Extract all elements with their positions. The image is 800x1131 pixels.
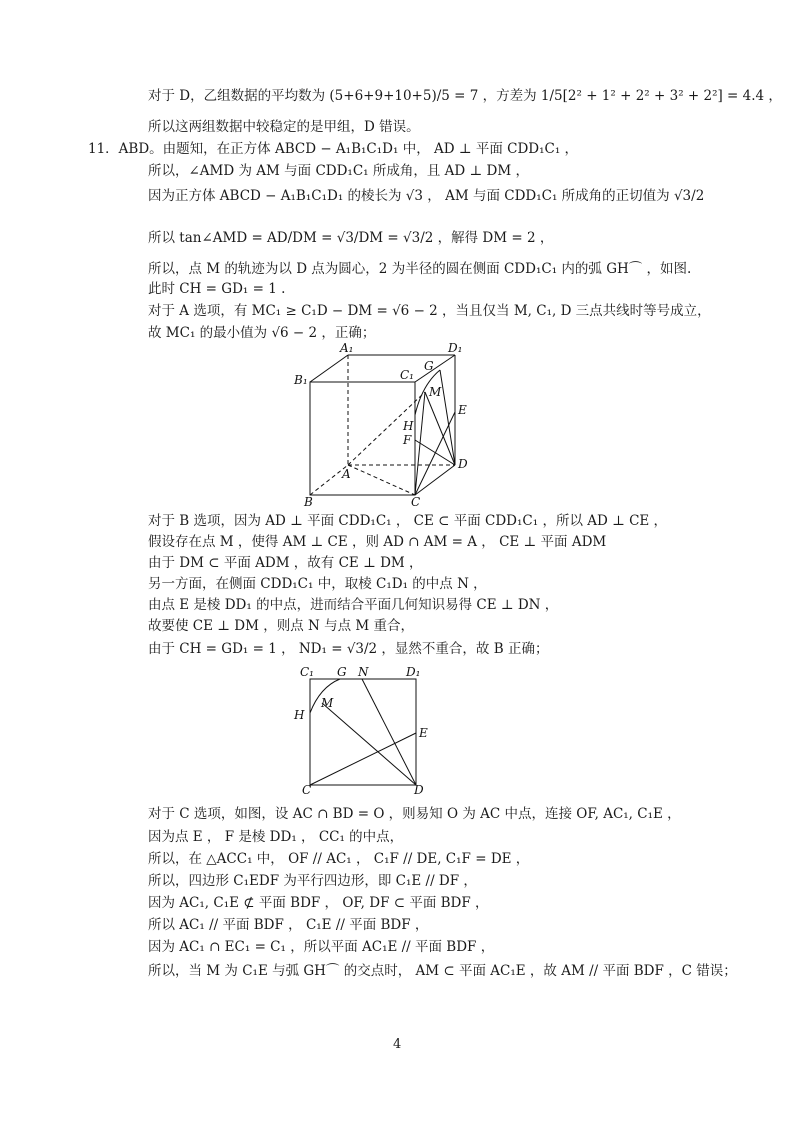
cube-label-M: M (429, 385, 442, 399)
square-label-E: E (419, 726, 428, 740)
text-line-18: 对于 C 选项，如图，设 AC ∩ BD = O ，则易知 O 为 AC 中点，连接 OF, AC₁, C₁E ， (148, 806, 681, 822)
cube-label-B: B (304, 495, 313, 509)
text-line-3: 11．ABD。由题知，在正方体 ABCD − A₁B₁C₁D₁ 中， AD ⊥ 平面 CDD₁C₁ ， (88, 141, 579, 157)
cube-label-C1: C₁ (400, 368, 414, 382)
text-line-11: 对于 B 选项，因为 AD ⊥ 平面 CDD₁C₁ ， CE ⊂ 平面 CDD₁C₁ ，所以 AD ⊥ CE ， (148, 513, 668, 529)
cube-label-C: C (411, 495, 421, 509)
text-line-16: 故要使 CE ⊥ DM ，则点 N 与点 M 重合， (148, 618, 414, 634)
square-label-M: M (321, 696, 334, 710)
square-figure (290, 665, 440, 795)
cube-label-B1: B₁ (294, 373, 308, 387)
text-line-24: 因为 AC₁ ∩ EC₁ = C₁ ，所以平面 AC₁E // 平面 BDF ， (148, 939, 495, 955)
square-label-D1: D₁ (406, 665, 421, 679)
text-line-22: 因为 AC₁, C₁E ⊄ 平面 BDF ， OF, DF ⊂ 平面 BDF ， (148, 895, 489, 911)
text-line-12: 假设存在点 M ，使得 AM ⊥ CE ，则 AD ∩ AM = A ， CE ⊥ 平面 ADM (148, 534, 607, 550)
square-label-D: D (414, 783, 424, 795)
cube-label-D1: D₁ (448, 341, 463, 355)
cube-figure (290, 340, 490, 510)
text-line-17: 由于 CH = GD₁ = 1 ， ND₁ = √3/2 ，显然不重合，故 B 正确； (148, 641, 549, 657)
text-line-23: 所以 AC₁ // 平面 BDF ， C₁E // 平面 BDF ， (148, 917, 429, 933)
square-label-G: G (337, 665, 347, 679)
text-line-8: 此时 CH = GD₁ = 1 . (148, 281, 286, 297)
square-label-C1: C₁ (300, 665, 314, 679)
square-label-H: H (294, 708, 305, 722)
text-line-14: 另一方面，在侧面 CDD₁C₁ 中，取棱 C₁D₁ 的中点 N ， (148, 576, 487, 592)
square-label-C: C (302, 783, 312, 795)
cube-label-E: E (458, 403, 467, 417)
text-line-20: 所以，在 △ACC₁ 中， OF // AC₁ ， C₁F // DE, C₁F = DE ， (148, 851, 530, 867)
text-line-25: 所以，当 M 为 C₁E 与弧 GH⌒ 的交点时， AM ⊂ 平面 AC₁E ，故 AM // 平面 BDF ，C 错误； (148, 963, 737, 979)
square-label-N: N (358, 665, 369, 679)
text-line-19: 因为点 E ， F 是棱 DD₁ ， CC₁ 的中点， (148, 829, 404, 845)
text-line-9: 对于 A 选项，有 MC₁ ≥ C₁D − DM = √6 − 2 ，当且仅当 M, C₁, D 三点共线时等号成立， (148, 303, 711, 319)
text-line-5: 因为正方体 ABCD − A₁B₁C₁D₁ 的棱长为 √3 ， AM 与面 CDD₁C₁ 所成角的正切值为 √3/2 (148, 188, 705, 204)
cube-label-H: H (403, 419, 414, 433)
text-line-6: 所以 tan∠AMD = AD/DM = √3/DM = √3/2 ，解得 DM = 2 ， (148, 230, 554, 246)
text-line-1: 对于 D，乙组数据的平均数为 (5+6+9+10+5)/5 = 7 ，方差为 1/5[2² + 1² + 2² + 3² + 2²] = 4.4 ， (148, 88, 782, 104)
cube-label-A: A (342, 467, 351, 481)
text-line-15: 由点 E 是棱 DD₁ 的中点，进而结合平面几何知识易得 CE ⊥ DN ， (148, 597, 559, 613)
text-line-13: 由于 DM ⊂ 平面 ADM ，故有 CE ⊥ DM ， (148, 555, 423, 571)
cube-label-F: F (403, 433, 412, 447)
cube-label-D: D (458, 457, 468, 471)
text-line-21: 所以，四边形 C₁EDF 为平行四边形，即 C₁E // DF ， (148, 873, 477, 889)
text-line-10: 故 MC₁ 的最小值为 √6 − 2 ，正确； (148, 325, 376, 341)
cube-label-A1: A₁ (340, 341, 354, 355)
text-line-4: 所以，∠AMD 为 AM 与面 CDD₁C₁ 所成角，且 AD ⊥ DM ， (148, 163, 529, 179)
text-line-2: 所以这两组数据中较稳定的是甲组，D 错误。 (148, 119, 420, 135)
text-line-7: 所以，点 M 的轨迹为以 D 点为圆心，2 为半径的圆在侧面 CDD₁C₁ 内的弧 GH⌒ ，如图. (148, 261, 692, 277)
cube-label-G: G (424, 359, 434, 373)
page-number: 4 (393, 1037, 402, 1052)
